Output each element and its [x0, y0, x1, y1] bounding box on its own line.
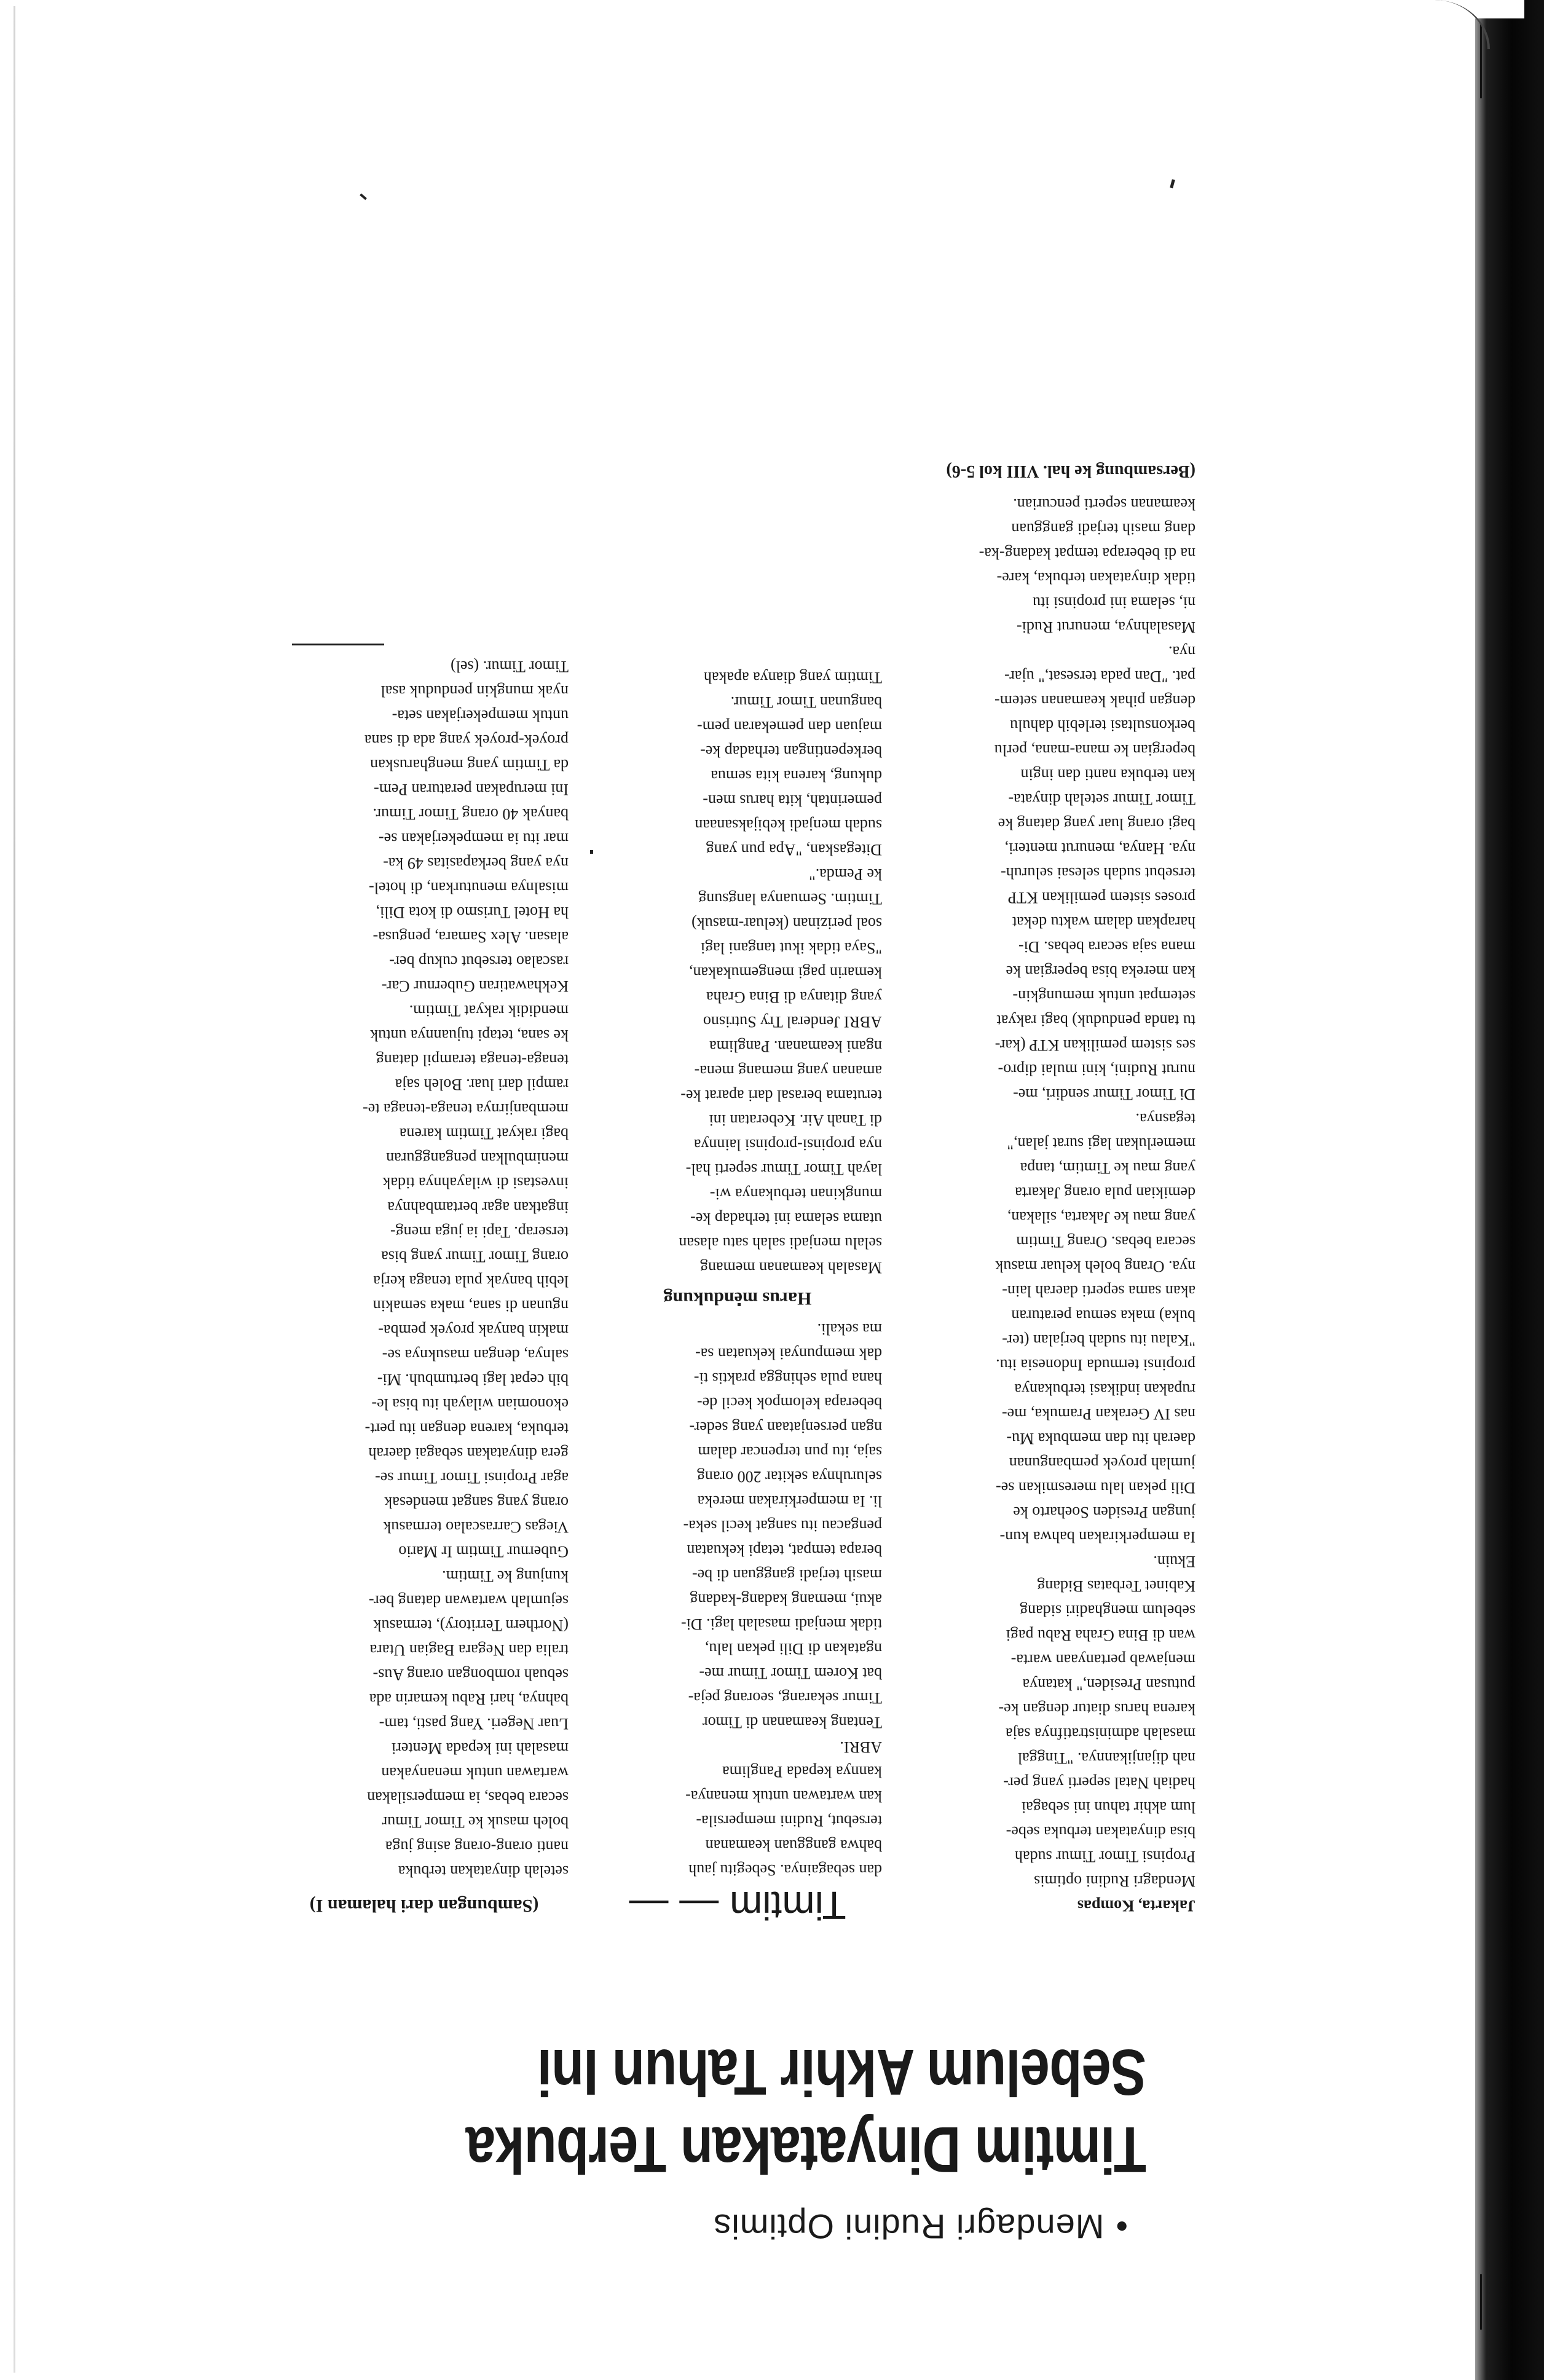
body-line: ni, selama ini propinsi itu: [1032, 594, 1195, 612]
body-line: amanan yang memang mena-: [694, 1062, 882, 1080]
body-line: Kabinet Terbatas Bidang: [1037, 1577, 1195, 1595]
dust-speck: [1170, 179, 1175, 189]
body-line: pengacau itu sangat kecil seka-: [683, 1517, 882, 1535]
body-line: mana saja secara bebas. Di-: [1018, 938, 1195, 956]
body-line: yang mau ke Timtim, tanpa: [1020, 1159, 1195, 1177]
body-line: Masalah keamanan memang: [700, 1259, 882, 1277]
body-line: buka) maka semua peraturan: [1011, 1307, 1195, 1325]
body-line: sebelum menghadiri sidang: [1020, 1602, 1195, 1620]
body-line: "Kalau itu sudah berjalan (ter-: [1002, 1331, 1195, 1349]
body-line: kannya kepada Panglima: [722, 1763, 882, 1781]
body-line: beberapa kelompok kecil de-: [696, 1394, 882, 1412]
dateline: Jakarta, Kompas: [1077, 1897, 1195, 1915]
body-line: Luar Negeri. Yang pasti, tam-: [379, 1715, 569, 1733]
body-line: di Tanah Air. Keberatan ini: [709, 1111, 882, 1129]
body-line: masalah administratifnya saja: [1005, 1725, 1195, 1743]
body-line: yang mau ke Jakarta, silakan,: [1007, 1208, 1195, 1226]
body-line: kan terbuka nanti dan ingin: [1020, 766, 1195, 784]
body-line: proyek-proyek yang ada di sana: [364, 731, 569, 749]
kicker-text: Mendagri Rudini Optimis: [713, 2207, 1105, 2246]
body-line: dan sebagainya. Sebegitu jauh: [688, 1861, 882, 1879]
body-line: saja, itu pun terpencar dalam: [698, 1443, 882, 1461]
jump-label: Timtim — —: [629, 1883, 846, 1928]
article-headline: [466, 2033, 1146, 2188]
body-line: tenaga-tenaga terampil datang: [376, 1051, 569, 1069]
body-line: bahnya, hari Rabu kemarin ada: [369, 1690, 569, 1708]
body-line: bangunan Timor Timur.: [730, 693, 882, 711]
body-line: sejumlah wartawan datang ber-: [368, 1592, 569, 1610]
body-line: mendidik rakyat Timtim.: [409, 1002, 569, 1020]
kicker-bullet: •: [1115, 2207, 1128, 2246]
body-line: masih terjadi gangguan di be-: [691, 1566, 882, 1584]
body-line: daerah itu dan membuka Mu-: [1006, 1430, 1195, 1448]
body-line: misalnya menuturkan, di hotel-: [369, 879, 569, 897]
body-line: ke sana, tetapi tujuannya untuk: [370, 1026, 569, 1044]
body-line: na di beberapa tempat kadang-ka-: [979, 545, 1195, 562]
body-line: (Northern Territory), termasuk: [373, 1617, 569, 1634]
body-line: kan wartawan untuk menanya-: [685, 1787, 882, 1805]
body-line: Di Timor Timur sendiri, me-: [1013, 1086, 1195, 1103]
body-line: Timtim yang dianya apakah: [703, 669, 882, 687]
subheading: Harus mendukung: [663, 1288, 812, 1309]
body-line: jumlah proyek pembangunan: [1009, 1454, 1195, 1472]
body-line: mungkinan terbukanya wi-: [709, 1185, 882, 1203]
body-line: Timor Timur. (sel): [451, 658, 569, 676]
body-line: Propinsi Timor Timur sudah: [1014, 1848, 1195, 1866]
body-line: nah dijanjikannya. "Tinggal: [1017, 1749, 1195, 1767]
body-line: bih cepat lagi bertumbuh. Mi-: [377, 1371, 569, 1389]
body-line: bepergian ke mana-mana, perlu: [994, 741, 1195, 759]
body-line: putusan Presiden," katanya: [1022, 1676, 1195, 1693]
body-line: Dili pekan lalu meresmikan se-: [996, 1479, 1195, 1497]
body-line: dukung, karena kita semua: [711, 767, 882, 785]
body-line: layah Timor Timur seperti hal-: [685, 1160, 882, 1178]
body-line: salnya, dengan masuknya se-: [382, 1346, 569, 1364]
body-line: majuan dan pemekaran pem-: [696, 718, 882, 736]
body-line: Timtim. Semuanya langsung: [698, 890, 882, 908]
body-line: Masalahnya, menurut Rudi-: [1017, 618, 1195, 636]
body-line: orang yang sangat mendesak: [384, 1494, 569, 1511]
body-line: ngan persenjataan yang seder-: [689, 1419, 882, 1436]
body-line: Ia memperkirakan bahwa kun-: [999, 1528, 1195, 1546]
body-line: ABRI.: [840, 1738, 882, 1756]
body-line: tralia dan Negara Bagian Utara: [369, 1641, 569, 1659]
body-line: karena harus diatur dengan ke-: [998, 1700, 1195, 1718]
body-line: wan di Bina Graha Rabu pagi: [1006, 1626, 1195, 1644]
body-line: sebuah rombongan orang Aus-: [372, 1666, 569, 1684]
body-line: agar Propinsi Timor Timur se-: [375, 1469, 569, 1487]
body-line: ses sistem pemilikan KTP (kar-: [995, 1036, 1195, 1054]
body-line: rupakan indikasi terbukanya: [1014, 1381, 1195, 1398]
scan-right-shadow: [1475, 0, 1544, 2380]
body-line: utama selama ini terhadap ke-: [690, 1210, 882, 1227]
body-line: bagi rakyat Timtim karena: [399, 1125, 569, 1143]
body-line: bisa dinyatakan terbuka sebe-: [1006, 1823, 1195, 1841]
body-line: dengan pihak keamanan setem-: [994, 692, 1195, 710]
body-line: Tentang keamanan di Timor: [702, 1714, 882, 1732]
body-line: nya.: [1168, 643, 1195, 661]
body-line: li. Ia memperkirakan mereka: [697, 1492, 882, 1510]
body-line: proses sistem pemilikan KTP: [1007, 889, 1195, 907]
body-line: tersebut sudah selesai seluruh-: [1001, 864, 1195, 882]
body-line: bat Korem Timor Timur me-: [699, 1665, 882, 1682]
body-line: Ditegaskan, "Apa pun yang: [706, 841, 882, 859]
body-line: secara bebas, ia mempersilakan: [367, 1789, 569, 1807]
body-line: akan sama seperti daerah lain-: [1002, 1282, 1195, 1300]
body-line: setelah dinyatakan terbuka: [398, 1862, 569, 1880]
body-line: dang masih terjadi gangguan: [1011, 520, 1195, 538]
body-line: banyak 40 orang Timor Timur.: [372, 805, 569, 823]
body-line: seluruhnya sekitar 200 orang: [696, 1468, 882, 1486]
body-line: makin banyak proyek pemba-: [378, 1322, 569, 1339]
body-line: secara bebas. Orang Timtim: [1016, 1233, 1195, 1251]
end-rule: [292, 644, 384, 645]
body-line: Ini merupakan peraturan Pem-: [374, 781, 569, 798]
body-line: propinsi termuda Indonesia itu.: [996, 1356, 1195, 1374]
body-line: kan mereka bisa bepergian ke: [1006, 963, 1195, 980]
body-line: gera dinyatakan sebagai daerah: [368, 1444, 569, 1462]
body-line: ABRI Jenderal Try Sutrisno: [703, 1013, 882, 1031]
body-line: boleh masuk ke Timor Timur: [382, 1813, 569, 1831]
body-line: keamanan seperti pencurian.: [1013, 495, 1195, 513]
newspaper-clipping: [274, 462, 1195, 2262]
body-line: ke Pemda.": [809, 865, 882, 883]
headline-line: Sebelum Akhir Tahun Ini: [537, 2036, 1146, 2108]
column-3: [280, 644, 569, 1918]
headline-line: Timtim Dinyatakan Terbuka: [466, 2113, 1146, 2186]
body-line: mar itu ia mempekerjakan se-: [379, 830, 569, 848]
body-line: kunjung ke Timtim.: [442, 1567, 569, 1585]
scan-left-edge: [14, 6, 15, 2373]
body-line: ha Hotel Turismo di kota Dili,: [376, 904, 569, 921]
body-line: pat. "Dan pada tersesat," ujar-: [1004, 668, 1195, 685]
body-line: lebih banyak pula tenaga kerja: [373, 1272, 569, 1290]
body-line: Ekuin.: [1153, 1553, 1195, 1570]
body-line: kemarin pagi mengemukakan,: [688, 964, 882, 982]
body-line: "Saya tidak ikut tangani lagi: [700, 939, 882, 957]
body-line: ekonomian wilayah itu bisa le-: [371, 1395, 569, 1413]
body-line: memerlukan lagi surat jalan,": [1007, 1135, 1195, 1153]
column-2: [593, 665, 882, 1928]
body-line: Kekhawatiran Gubernur Car-: [381, 977, 569, 995]
body-line: soal perizinan (keluar-masuk): [691, 915, 882, 932]
body-line: nya propinsi-propinsi lainnya: [693, 1136, 882, 1154]
body-line: sudah menjadi kebijaksanaan: [695, 816, 882, 834]
body-line: hana pula sehingga praktis ti-: [693, 1369, 882, 1387]
body-line: rampil dari luar. Boleh saja: [395, 1076, 569, 1093]
body-line: nyak mungkin penduduk asal: [380, 682, 569, 700]
body-line: nanti orang-orang asing juga: [385, 1838, 569, 1856]
body-line: Gubernur Timtim Ir Mario: [398, 1543, 569, 1561]
body-line: berkonsultasi terlebih dahulu: [1010, 717, 1195, 735]
body-line: da Timtim yang mengharuskan: [370, 756, 569, 774]
body-line: ngatakan di Dili pekan lalu,: [704, 1640, 882, 1658]
body-line: ngani keamanan. Panglima: [709, 1038, 882, 1055]
body-line: berapa tempat, tetapi kekuatan: [687, 1542, 882, 1559]
body-line: menimbulkan pengangguran: [386, 1149, 569, 1167]
body-line: nurut Rudini, kini mulai dipro-: [998, 1061, 1195, 1079]
body-line: ngunan di sana, maka semakin: [372, 1297, 569, 1315]
body-line: setempat untuk memungkin-: [1012, 987, 1195, 1005]
body-line: untuk mempekerjakan seta-: [392, 707, 569, 725]
body-line: membanjirnya tenaga-tenaga te-: [363, 1100, 569, 1118]
body-line: ingatkan agar bertambahnya: [387, 1199, 569, 1216]
body-line: tu tanda penduduk) bagi rakyat: [996, 1012, 1195, 1030]
dust-speck: [360, 194, 367, 200]
body-line: alasan. Alex Samara, pengusa-: [372, 928, 569, 946]
article-kicker: [713, 2207, 1128, 2247]
body-line: bahwa gangguan keamanan: [705, 1837, 882, 1854]
body-line: Mendagri Rudini optimis: [1034, 1872, 1195, 1890]
body-line: Viegas Carrascalao termasuk: [383, 1518, 569, 1536]
scan-top-gap: [1475, 0, 1524, 18]
body-line: nya yang berkapasitas 49 ka-: [383, 854, 569, 872]
body-line: tegasnya.: [1135, 1110, 1195, 1128]
body-line: rascalao tersebut cukup ber-: [389, 953, 569, 971]
body-line: menjawab pertanyaan warta-: [1010, 1651, 1195, 1669]
body-line: selalu menjadi salah satu alasan: [679, 1234, 882, 1252]
article-body: [274, 462, 1195, 1928]
body-line: tidak menjadi masalah lagi. Di-: [680, 1615, 882, 1633]
body-line: yang ditanya di Bina Graha: [706, 988, 882, 1006]
body-line: nas IV Gerakan Pramuka, me-: [1001, 1405, 1195, 1423]
body-line: masalah ini kepada Menteri: [391, 1740, 569, 1757]
body-line: Timor Timur setelah dinyata-: [1008, 790, 1195, 808]
scan-edge-tick: [1480, 2274, 1482, 2330]
continuation-tag: (Sambungan dari halaman I): [309, 1896, 539, 1916]
body-line: demikian pula orang Jakarta: [1015, 1184, 1195, 1202]
body-line: berkepentingan terhadap ke-: [700, 743, 882, 760]
body-line: wartawan untuk menanyakan: [381, 1764, 569, 1782]
body-line: tidak dinyatakan terbuka, kare-: [996, 569, 1195, 587]
body-line: orang Timor Timur yang bisa: [381, 1248, 569, 1266]
column-1: [907, 459, 1195, 1918]
body-line: hadiah Natal seperti yang per-: [1003, 1774, 1195, 1792]
body-line: investasi di wilayahnya tidak: [382, 1174, 569, 1192]
body-line: jungan Presiden Soeharto ke: [1013, 1503, 1195, 1521]
body-line: lum akhir tahun ini sebagai: [1021, 1799, 1195, 1816]
continuation-note: (Bersambung ke hal. VIII kol 5-6): [946, 462, 1195, 481]
body-line: tersebut, Rudini mempersila-: [696, 1812, 882, 1830]
body-line: pemerintah, kita harus men-: [703, 792, 882, 810]
body-line: harapkan dalam waktu dekat: [1012, 913, 1195, 931]
body-line: ma sekali.: [817, 1320, 882, 1338]
body-line: terbuka, karena dengan itu pert-: [364, 1420, 569, 1438]
body-line: Timur sekarang, seorang peja-: [688, 1689, 882, 1707]
body-line: bagi orang luar yang datang ke: [998, 815, 1195, 833]
body-line: terutama berasal dari aparat ke-: [680, 1087, 882, 1105]
body-line: terserap. Tapi ia juga meng-: [390, 1223, 569, 1241]
body-line: akui, memang kadang-kadang: [690, 1591, 882, 1609]
body-line: nya. Orang boleh keluar masuk: [995, 1258, 1195, 1275]
body-line: nya. Hanya, menurut menteri,: [1004, 840, 1195, 857]
body-line: dak mempunyai kekuatan sa-: [695, 1345, 882, 1363]
